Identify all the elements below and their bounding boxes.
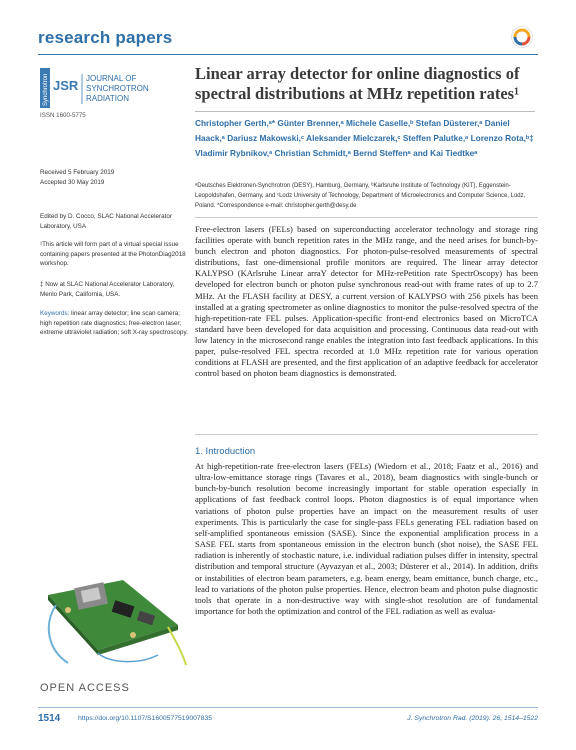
footnote-affiliation-change: ‡ Now at SLAC National Accelerator Laboratory, Menlo Park, California, USA. [40,281,175,298]
keywords [40,309,190,338]
logo-line-3: RADIATION [86,94,129,103]
keywords-list: linear array detector; line scan camera; high repetition rate diagnostics; free-electron laser; extreme ultraviolet radiation; soft X-ray spectroscopy. [40,310,188,336]
journal-citation: J. Synchrotron Rad. (2019). 26, 1514–1522 [407,715,538,722]
logo-line-1: JOURNAL OF [86,74,137,83]
author-list: Christopher Gerth,ᵃ* Günter Brenner,ᵃ Michele Caselle,ᵇ Stefan Düsterer,ᵃ Daniel Haack,ᵃ Dariusz Makowski,ᶜ Aleksander Mielczarek,ᶜ Steffen Palutke,ᵃ Lorenzo Rota,ᵇ‡ Vladimir Rybnikov,ᵃ Christian Schmidt,ᵃ Bernd Steffenᵃ and Kai Tiedtkeᵃ [195,118,534,158]
edited-by: Edited by D. Cocco, SLAC National Accelerator Laboratory, USA [40,213,172,230]
open-access-label [40,682,130,694]
section-heading-introduction: 1. Introduction [195,446,256,457]
issn: ISSN 1600-5775 [40,112,86,119]
introduction-text: At high-repetition-rate free-electron lasers (FELs) (Wiedorn et al., 2018; Faatz et al., 2016) and ultra-low-emittance storage rings (Tavares et al., 2018), beam diagnostics with single-bunch or bunch-by-bunch resolution become increasingly important for stable operation especially in applications of fast feedback control loops. Photon diagnostics is of equal importance when variations of photon pulse properties have an impact on the measurement results of user experiments. This is particularly the case for single-pass FELs generating FEL radiation based on self-amplified spontaneous emission (SASE). Since the exponential amplification process in a SASE FEL starts from spontaneous emission in the electron bunch (shot noise), the SASE FEL radiation is inherently of stochastic nature, i.e. individual radiation pulses differ in intensity, spectral distribution and temporal structure (Ayvazyan et al., 2003; Düsterer et al., 2014). In addition, drifts or instabilities of electron beam parameters, e.g. beam energy, beam emittance, bunch charge, etc., lead to variations of the photon pulse properties. Hence, electron beam and photon pulse diagnostic tools that operate in a non-destructive way with single-shot resolution are of fundamental importance for both the optimization and control of the FEL radiation as well as evalua- [195,461,538,617]
accepted-date: Accepted 30 May 2019 [40,179,105,186]
header-rule [38,54,538,55]
abstract: Free-electron lasers (FELs) based on superconducting accelerator technology and storage ring facilities operate with bunch repetition rates in the MHz range, and the need arises for bunch-by-bunch electron and photon diagnostics. For photon-pulse-resolved measurements of spectral distributions, fast one-dimensional profile monitors are required. The linear array detector KALYPSO (KArlsruhe Linear arraY detector for MHz-rePetition rate SpectrOscopy) has been developed for electron bunch or photon pulse synchronous read-out with frame rates of up to 2.7 MHz. At the FLASH facility at DESY, a current version of KALYPSO with 256 pixels has been installed at a grating spectrometer as online diagnostics to monitor the pulse-resolved spectra of the high-repetition-rate FEL pulses. Application-specific front-end electronics based on MicroTCA standard have been developed for data acquisition and processing. Continuous data read-out with low latency in the microsecond range enables the integration into fast feedback applications. In this paper, pulse-resolved FEL spectra recorded at 1.0 MHz repetition rate for various operation conditions at FLASH are presented, and the first application of an adaptive feedback for accelerator control based on photon beam diagnostics is demonstrated. [195,224,538,379]
paper-title: Linear array detector for online diagnostics of spectral distributions at MHz repetition rates¹ [195,64,520,103]
open-access-text: OPEN ACCESS [40,682,130,694]
logo-vertical-text: Synchrotron [43,73,49,106]
keywords-label: Keywords: [40,310,70,317]
open-access-badge-icon[interactable] [511,26,533,48]
footnote-special-issue: ¹This article will form part of a virtual special issue containing papers presented at the PhotonDiag2018 workshop. [40,241,186,267]
footer-rule [38,707,538,708]
affiliation-rule [195,217,538,218]
detector-photo [38,555,188,670]
abstract-rule [195,434,538,435]
logo-line-2: SYNCHROTRON [86,84,149,93]
section-header: research papers [38,28,173,47]
page-number: 1514 [38,713,61,724]
affiliations: ᵃDeutsches Elektronen-Synchrotron (DESY), Hamburg, Germany, ᵇKarlsruhe Institute of Technology (KIT), Eggenstein-Leopoldshafen, Germany, and ᶜLodz University of Technology, Department of Microelectronics and Computer Science, Lodz, Poland. *Correspondence e-mail: christopher.gerth@desy.de [195,183,526,209]
received-date: Received 5 February 2019 [40,169,115,176]
title-rule [195,111,535,112]
doi-link[interactable]: https://doi.org/10.1107/S1600577519007835 [78,715,213,722]
logo-abbrev: JSR [53,78,79,93]
